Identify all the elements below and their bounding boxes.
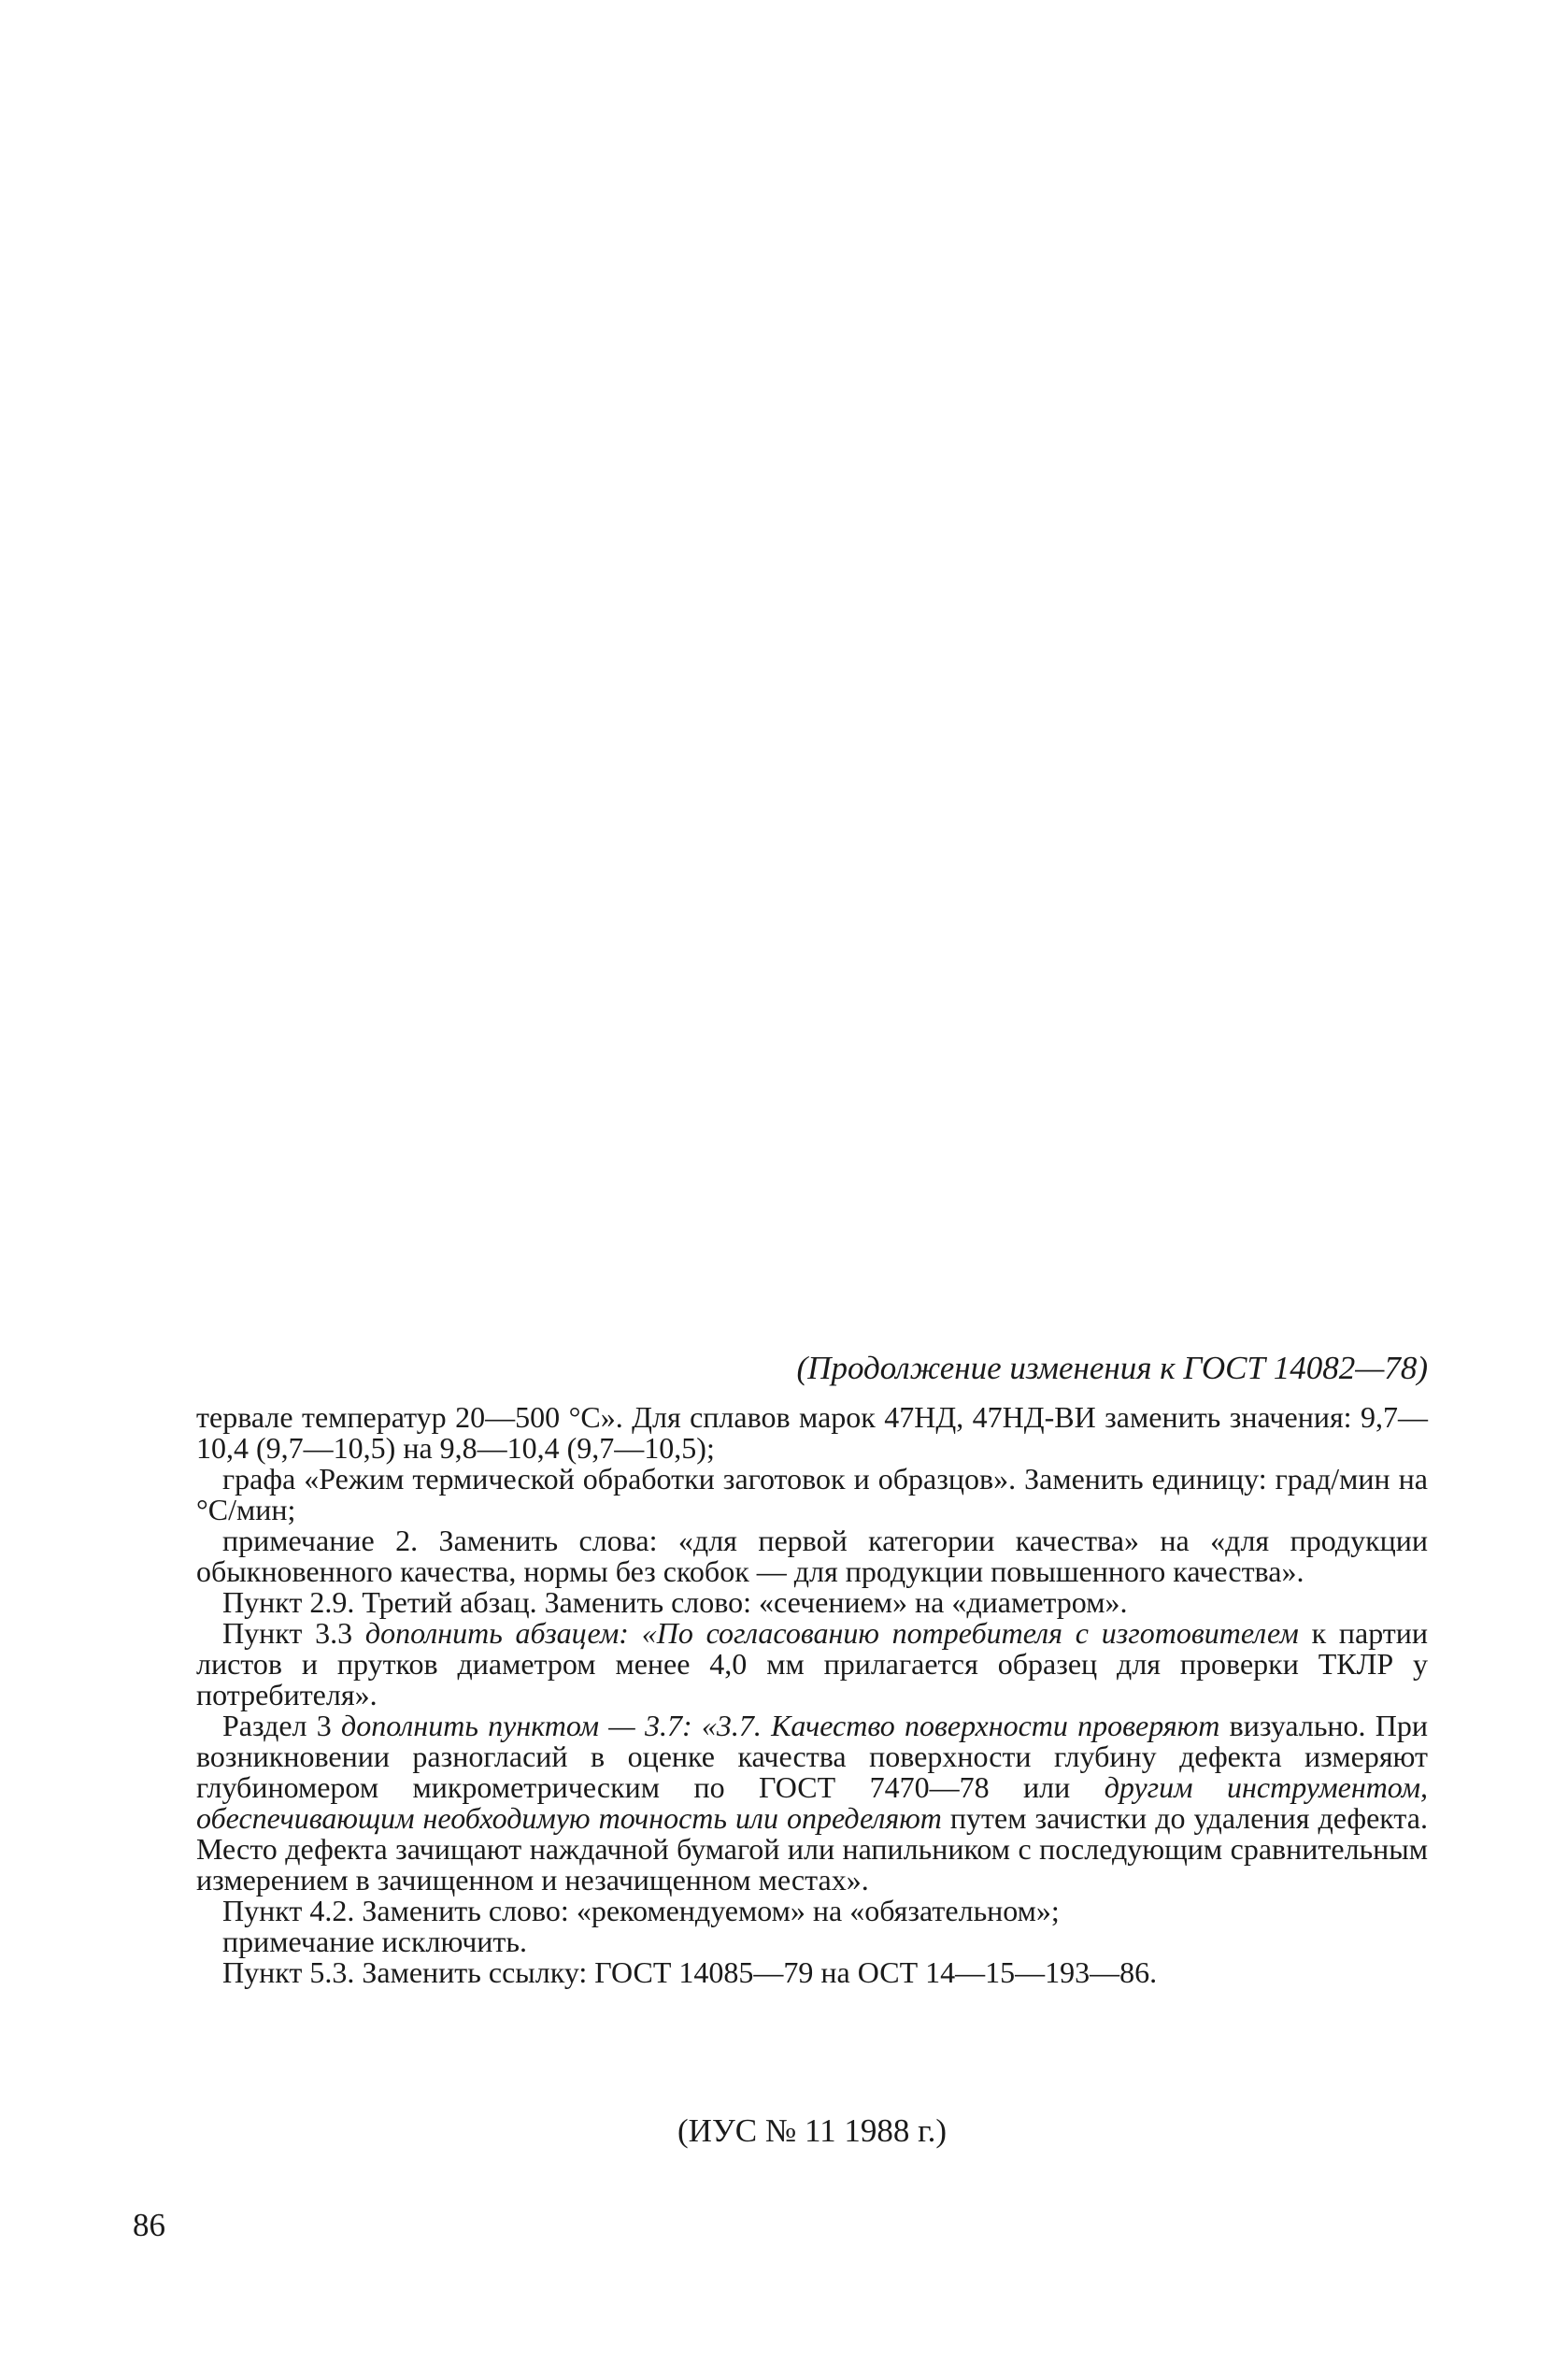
section-3-mid: визуально. При возникновении разногласий в оценке качества поверхности глубину дефекта измеряют глубиномером микрометрическим по ГОСТ 7470—78 или	[196, 1709, 1429, 1804]
paragraph-clause-2-9: Пункт 2.9. Третий абзац. Заменить слово: «сечением» на «диаметром».	[222, 1585, 1128, 1619]
amendment-body	[196, 1402, 1428, 1988]
section-3-rest: путем зачистки до удаления дефекта. Место дефекта зачищают наждачной бумагой или напильником с последующим сравнительным измерением в зачищенном и незачищенном местах».	[196, 1801, 1429, 1897]
paragraph-clause-4-2: Пункт 4.2. Заменить слово: «рекомендуемом» на «обязательном»;	[222, 1894, 1060, 1927]
paragraph-temperature-range: тервале температур 20—500 °С». Для сплавов марок 47НД, 47НД-ВИ заменить значения: 9,7—10,4 (9,7—10,5) на 9,8—10,4 (9,7—10,5);	[196, 1400, 1428, 1465]
continuation-header: (Продолжение изменения к ГОСТ 14082—78)	[796, 1350, 1428, 1386]
paragraph-note-exclude: примечание исключить.	[222, 1925, 527, 1958]
section-3-lead: Раздел 3	[222, 1709, 341, 1742]
paragraph-section-3	[196, 1711, 1428, 1896]
paragraph-clause-5-3: Пункт 5.3. Заменить ссылку: ГОСТ 14085—79 на ОСТ 14—15—193—86.	[222, 1955, 1158, 1989]
paragraph-heat-treatment-column: графа «Режим термической обработки заготовок и образцов». Заменить единицу: град/мин на °С/мин;	[196, 1462, 1428, 1526]
clause-3-3-lead: Пункт 3.3	[222, 1616, 365, 1650]
clause-3-3-rest: к партии листов и прутков диаметром менее 4,0 мм прилагается образец для проверки ТКЛР у потребителя».	[196, 1616, 1429, 1711]
clause-3-3-italic: дополнить абзацем: «По согласованию потребителя с изготовителем	[364, 1616, 1299, 1650]
source-reference: (ИУС № 11 1988 г.)	[677, 2112, 947, 2149]
section-3-italic-1: дополнить пунктом — 3.7: «3.7. Качество поверхности проверяют	[341, 1709, 1220, 1742]
section-3-italic-2: другим инструментом, обеспечивающим необходимую точность или определяют	[196, 1770, 1429, 1835]
page-number: 86	[133, 2207, 165, 2243]
paragraph-note-2: примечание 2. Заменить слова: «для первой категории качества» на «для продукции обыкновенного качества, нормы без скобок — для продукции повышенного качества».	[196, 1524, 1428, 1588]
paragraph-clause-3-3	[196, 1618, 1428, 1711]
